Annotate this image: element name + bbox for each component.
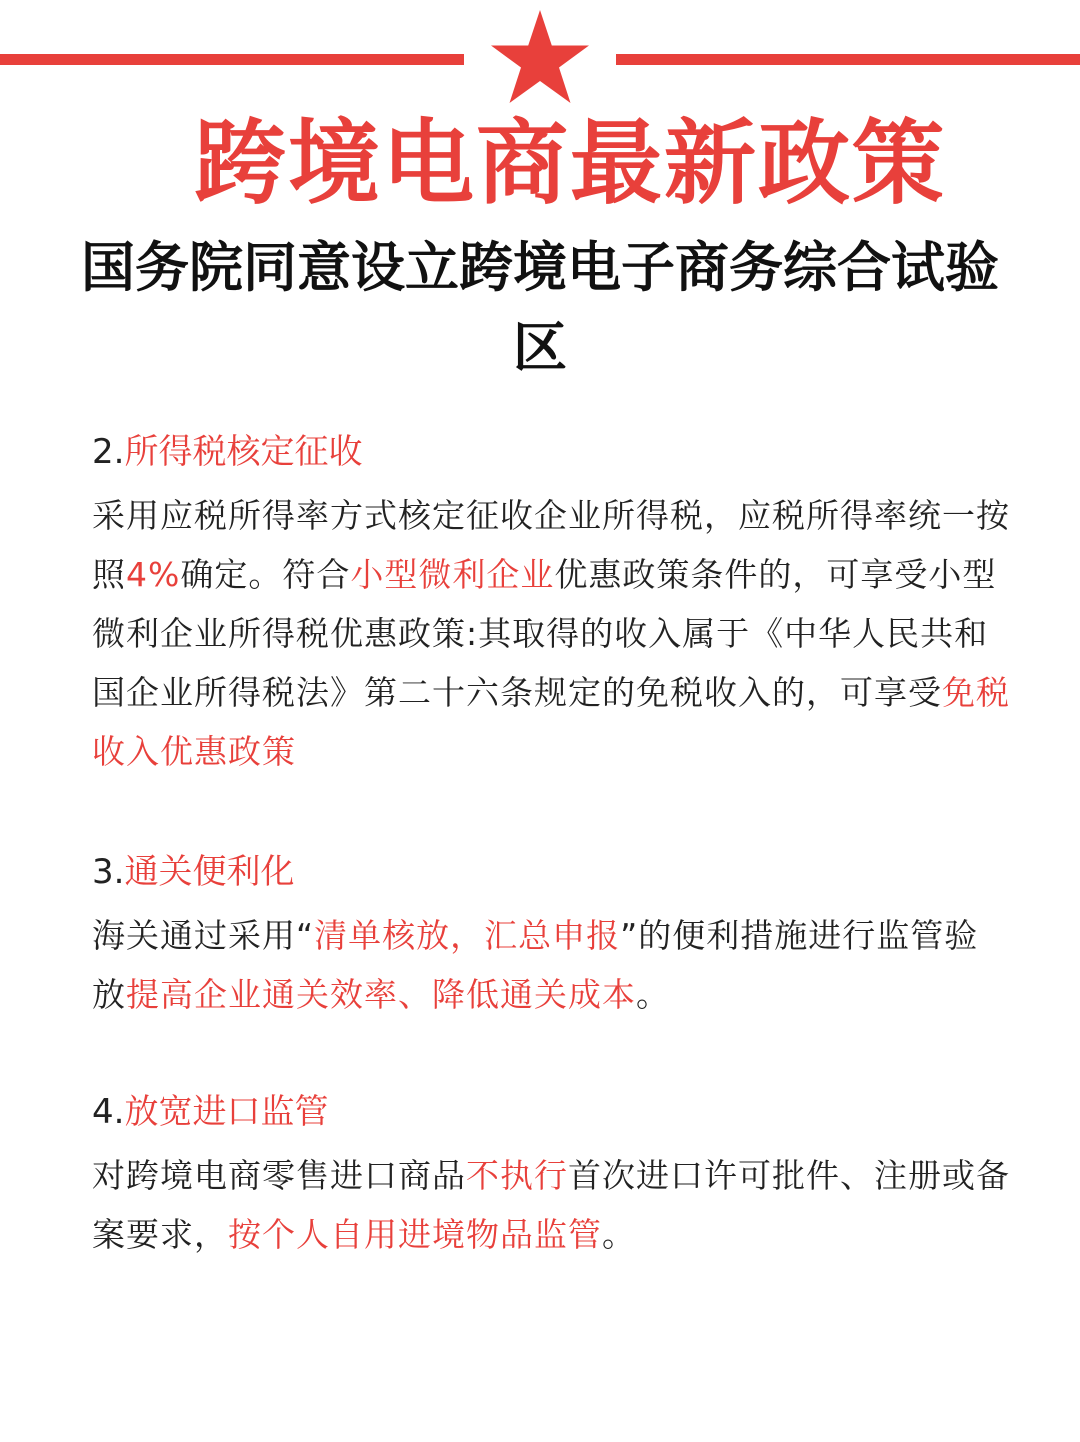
body-highlight: 按个人自用进境物品监管 [228, 1215, 602, 1254]
body-highlight: 提高企业通关效率、降低通关成本 [126, 975, 636, 1014]
body-text: 首次进口许可批件、注册或备案要求， [92, 1156, 1010, 1254]
section-heading-label: 所得税核定征收 [124, 432, 363, 472]
section-income-tax [92, 428, 1012, 781]
body-text: 。 [602, 1215, 636, 1254]
body-text: 优惠政策条件的，可享受小型微利企业所得税优惠政策:其取得的收入属于《中华人民共和国企业所得税法》第二十六条规定的免税收入的，可享受 [92, 555, 997, 712]
body-highlight: 4% [126, 555, 181, 594]
header-divider-right [616, 54, 1080, 65]
section-body [92, 486, 1012, 781]
section-customs [92, 848, 1012, 1024]
star-icon [490, 10, 590, 105]
header-divider-left [0, 54, 464, 65]
section-heading [92, 428, 1012, 476]
body-text: 采用应税所得率方式核定征收企业所得税，应税所得率统一按照 [92, 496, 1010, 594]
body-text: ”的便利措施进行监管验放 [92, 916, 979, 1014]
body-text: 对跨境电商零售进口商品 [92, 1156, 466, 1195]
body-highlight: 小型微利企业 [350, 555, 555, 594]
body-highlight: 免税收入优惠政策 [92, 673, 1010, 771]
section-import [92, 1088, 1012, 1264]
section-heading [92, 1088, 1012, 1136]
page-subtitle: 国务院同意设立跨境电子商务综合试验区 [81, 236, 999, 379]
section-body [92, 1146, 1012, 1264]
section-heading-label: 通关便利化 [124, 852, 295, 892]
section-heading-label: 放宽进口监管 [124, 1092, 329, 1132]
body-text: 海关通过采用“ [92, 916, 315, 955]
body-text: 确定。符合 [180, 555, 351, 594]
section-number: 4. [92, 1092, 125, 1132]
body-highlight: 清单核放，汇总申报 [314, 916, 621, 955]
section-number: 3. [92, 852, 125, 892]
section-heading [92, 848, 1012, 896]
section-body [92, 906, 1012, 1024]
page-title: 跨境电商最新政策 [193, 110, 946, 217]
body-highlight: 不执行 [466, 1156, 568, 1195]
section-number: 2. [92, 432, 125, 472]
body-text: 。 [636, 975, 670, 1014]
